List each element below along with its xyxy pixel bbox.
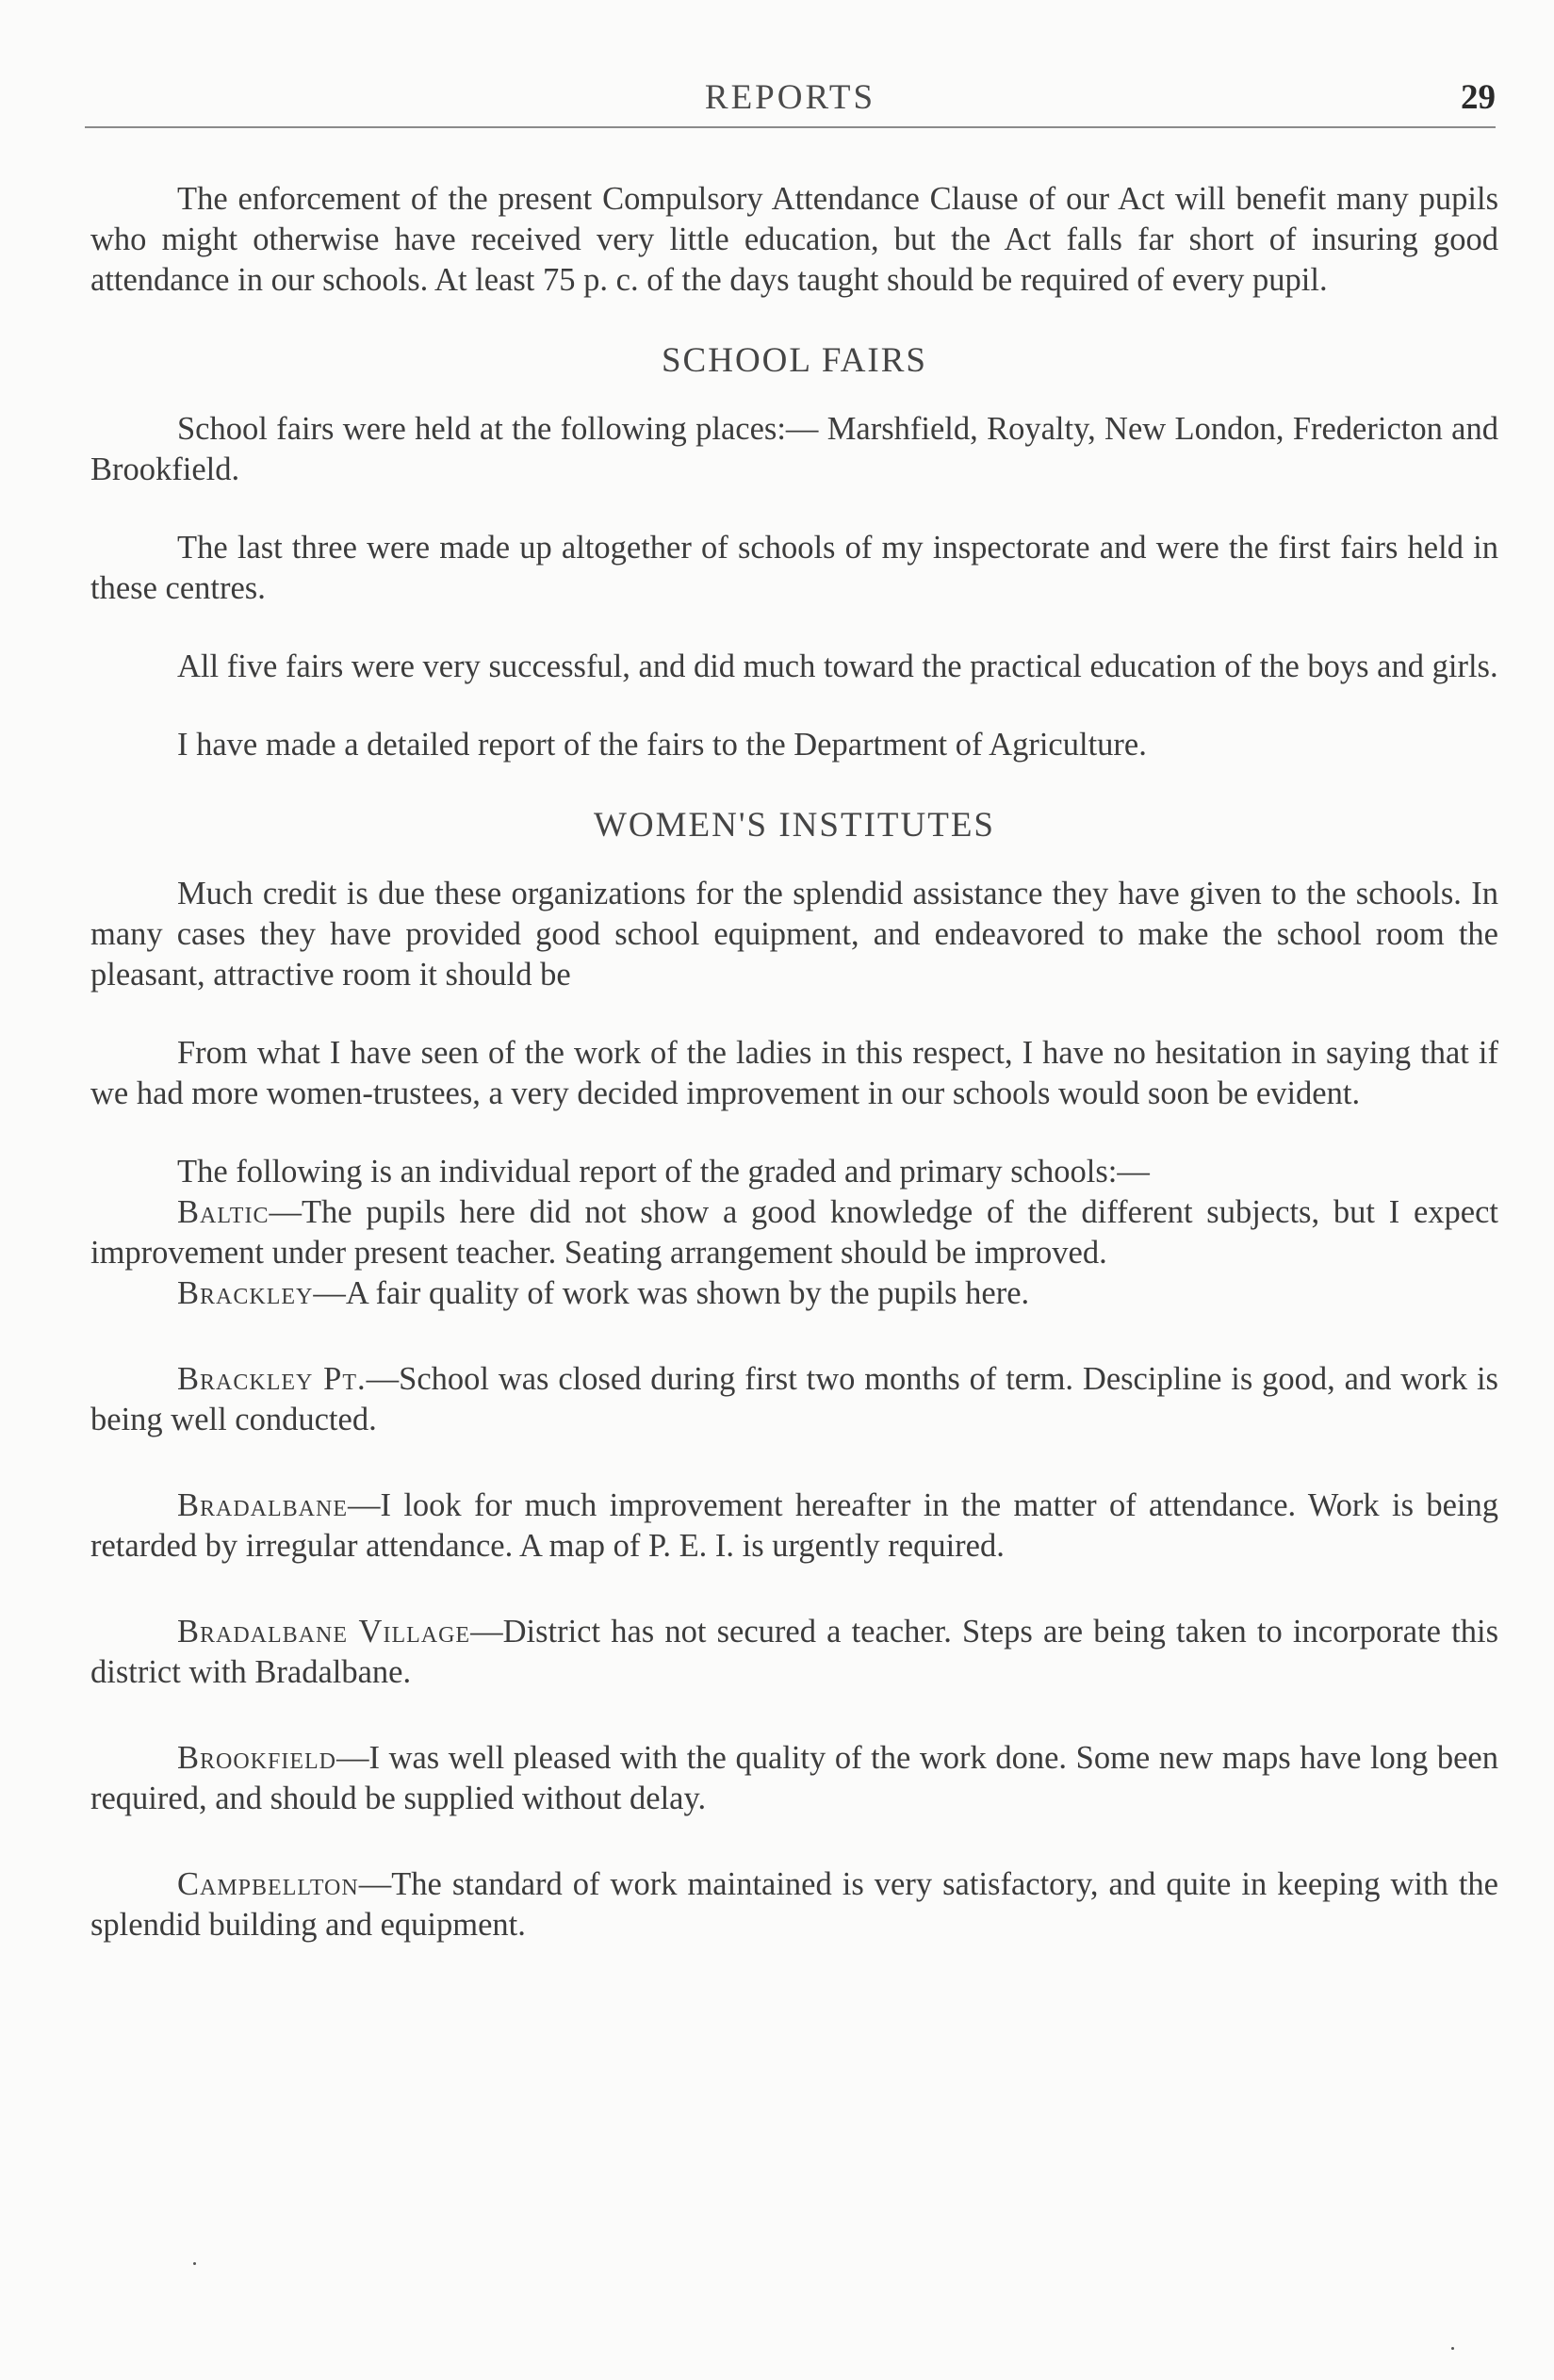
school-report-entry — [90, 1738, 1498, 1819]
school-report-text: —I was well pleased with the quality of the work done. Some new maps have long been required, and should be supplied without delay. — [90, 1740, 1498, 1816]
school-report-text: —The standard of work maintained is very satisfactory, and quite in keeping with the splendid building and equipment. — [90, 1866, 1498, 1943]
print-speck — [193, 2262, 196, 2265]
school-name: Baltic — [177, 1194, 270, 1230]
paragraph: From what I have seen of the work of the ladies in this respect, I have no hesitation in saying that if we had more women-trustees, a very decided improvement in our schools would soon be evident. — [90, 1035, 1498, 1111]
school-report-text: —I look for much improvement hereafter in the matter of attendance. Work is being retarded by irregular attendance. A map of P. E. I. is urgently required. — [90, 1487, 1498, 1564]
school-name: Campbellton — [177, 1866, 359, 1902]
school-name: Brookfield — [177, 1740, 337, 1776]
school-name: Bradalbane Village — [177, 1614, 471, 1650]
header-rule — [85, 126, 1496, 128]
school-report-entry — [90, 1273, 1498, 1314]
school-report-entry — [90, 1192, 1498, 1273]
school-report-text: —School was closed during first two months of term. Descipline is good, and work is being well conducted. — [90, 1361, 1498, 1437]
school-report-text: —District has not secured a teacher. Steps are being taken to incorporate this district with Bradalbane. — [90, 1614, 1498, 1690]
school-report-text: —A fair quality of work was shown by the pupils here. — [313, 1275, 1030, 1311]
school-report-entry — [90, 1359, 1498, 1440]
school-name: Brackley — [177, 1275, 314, 1311]
running-header — [85, 77, 1496, 134]
section-heading-womens-institutes: WOMEN'S INSTITUTES — [594, 806, 995, 845]
school-name: Brackley Pt. — [177, 1361, 367, 1397]
page-number: 29 — [1461, 78, 1496, 117]
section-heading-school-fairs: SCHOOL FAIRS — [661, 341, 928, 380]
attendance-paragraph: The enforcement of the present Compulsory Attendance Clause of our Act will benefit many pupils who might otherwise have received very little education, but the Act falls far short of insuring good attendance in our schools. At least 75 p. c. of the days taught should be required of every pupil. — [90, 181, 1498, 298]
paragraph: The following is an individual report of the graded and primary schools:— — [177, 1154, 1150, 1190]
body-text — [90, 179, 1498, 1945]
paragraph: I have made a detailed report of the fairs to the Department of Agriculture. — [177, 727, 1147, 763]
paragraph: The last three were made up altogether of schools of my inspectorate and were the first fairs held in these centres. — [90, 530, 1498, 606]
paragraph: School fairs were held at the following places:— Marshfield, Royalty, New London, Fredericton and Brookfield. — [90, 411, 1498, 487]
paragraph: All five fairs were very successful, and did much toward the practical education of the boys and girls. — [177, 648, 1498, 684]
school-report-entry — [90, 1612, 1498, 1693]
school-report-text: —The pupils here did not show a good knowledge of the different subjects, but I expect improvement under present teacher. Seating arrangement should be improved. — [90, 1194, 1498, 1271]
running-title: REPORTS — [704, 78, 876, 117]
school-name: Bradalbane — [177, 1487, 349, 1523]
paragraph: Much credit is due these organizations for the splendid assistance they have given to the schools. In many cases they have provided good school equipment, and endeavored to make the school room the pleasant, attractive room it should be — [90, 876, 1498, 993]
school-report-entry — [90, 1485, 1498, 1567]
school-report-entry — [90, 1864, 1498, 1945]
print-speck — [1451, 2347, 1454, 2350]
